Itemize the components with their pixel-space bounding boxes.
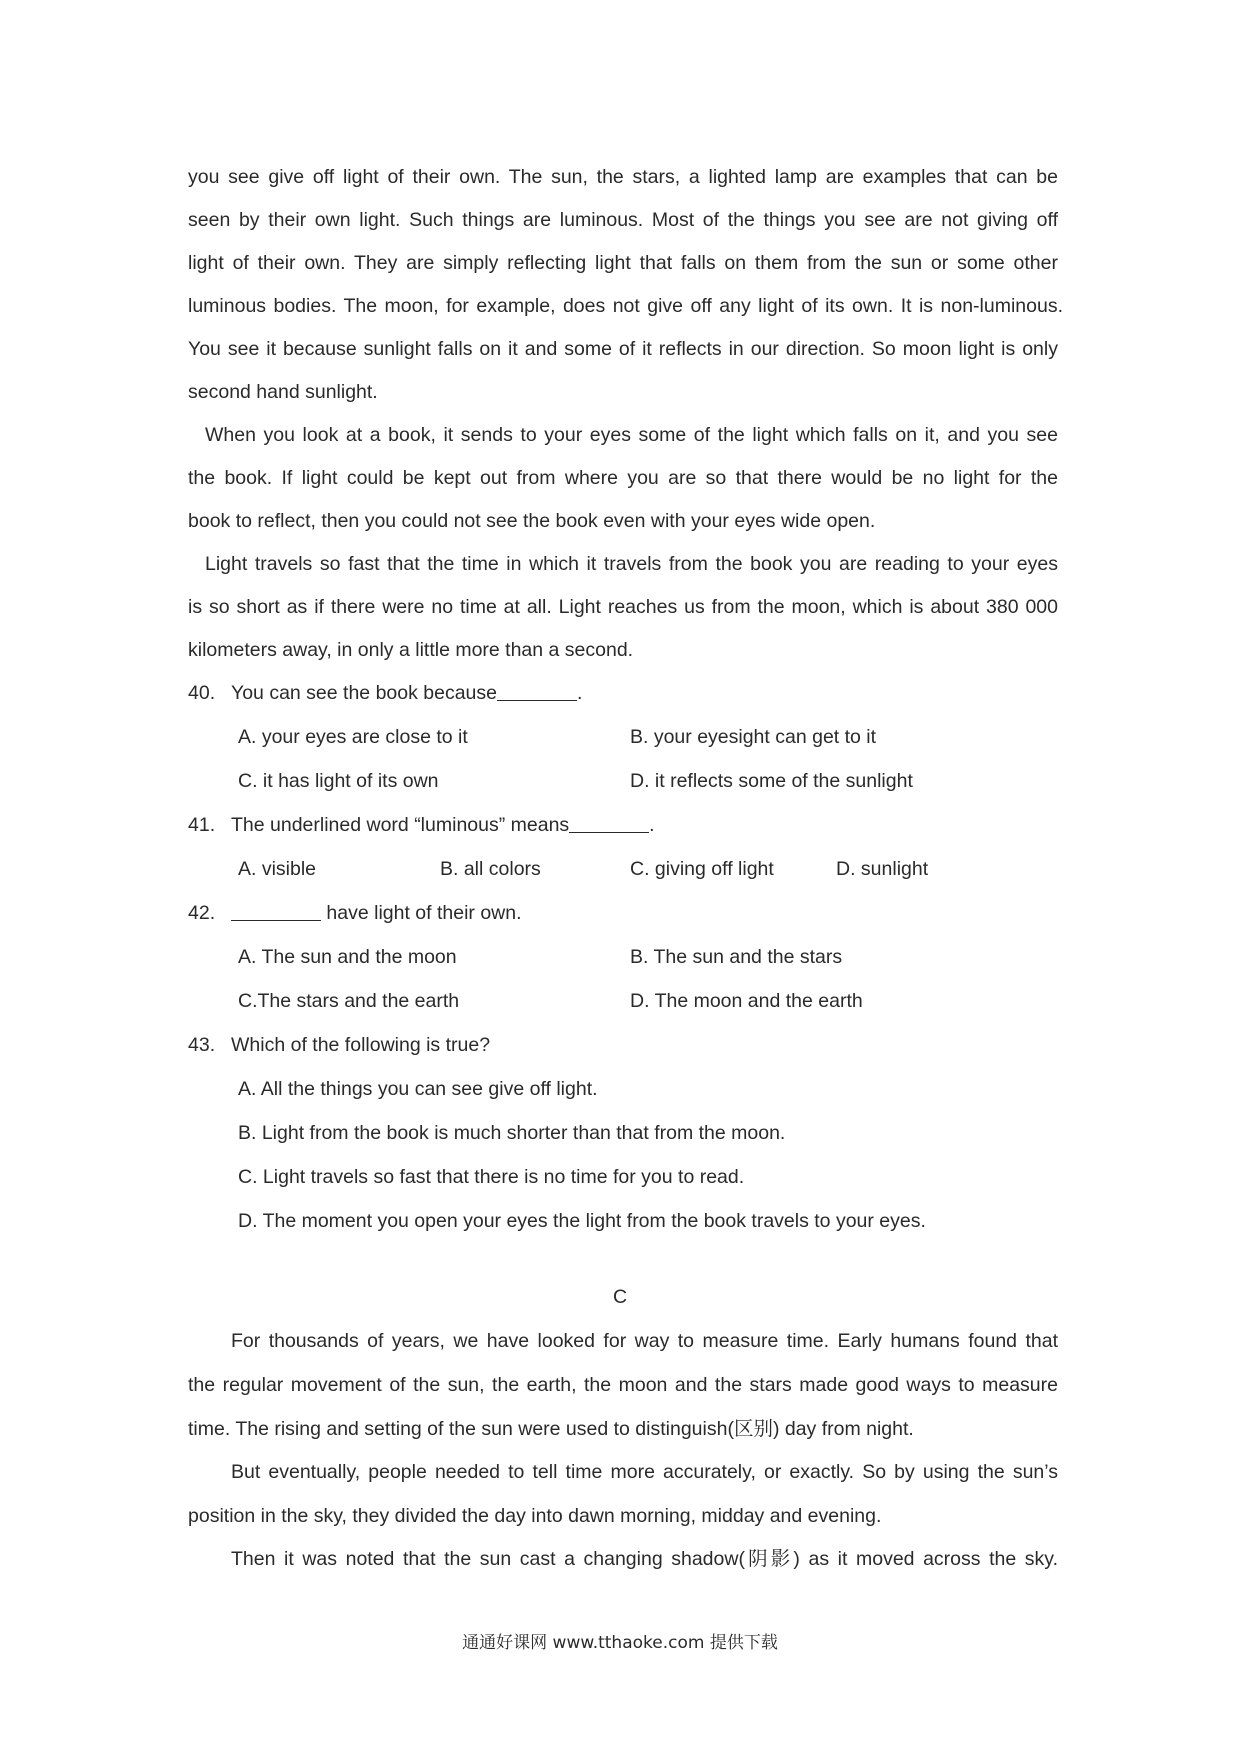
passage-line: [0, 1364, 1240, 1407]
question-stem: [0, 672, 1240, 715]
passage-line: [0, 543, 1240, 586]
option-row: [0, 980, 1240, 1023]
passage-text: Light travels so fast that the time in which it travels from the book you are reading to your eyes: [205, 553, 1058, 575]
passage-line: [0, 457, 1240, 500]
option-a: A. The sun and the moon: [238, 946, 457, 968]
passage-line: [0, 199, 1240, 242]
option-row: [0, 760, 1240, 803]
option-d: D. The moment you open your eyes the light from the book travels to your eyes.: [238, 1210, 926, 1232]
option-b: B. Light from the book is much shorter than that from the moon.: [238, 1122, 786, 1144]
footer-text: 通通好课网 www.tthaoke.com 提供下载: [462, 1633, 778, 1653]
answer-blank: [231, 892, 321, 921]
question-stem: [0, 892, 1240, 935]
passage-text: But eventually, people needed to tell time more accurately, or exactly. So by using the sun’s: [231, 1461, 1058, 1483]
passage-text: the regular movement of the sun, the earth, the moon and the stars made good ways to measure: [188, 1374, 1058, 1396]
passage-text: You see it because sunlight falls on it and some of it reflects in our direction. So moon light is only: [188, 338, 1058, 360]
option-a: A. your eyes are close to it: [238, 726, 468, 748]
option-d: D. it reflects some of the sunlight: [630, 770, 913, 792]
passage-text: luminous bodies. The moon, for example, does not give off any light of its own. It is non-luminous.: [188, 295, 1063, 317]
passage-line: [0, 586, 1240, 629]
question-text: The underlined word “luminous” means .: [231, 804, 655, 847]
question-text: Which of the following is true?: [231, 1034, 491, 1056]
passage-text: Then it was noted that the sun cast a changing shadow(阴影) as it moved across the sky.: [231, 1548, 1058, 1570]
passage-line: [0, 371, 1240, 414]
passage-line: [0, 629, 1240, 672]
option-row: [0, 936, 1240, 979]
passage-text: kilometers away, in only a little more than a second.: [188, 639, 634, 661]
option-c: C. giving off light: [630, 858, 774, 880]
option-row: [0, 1068, 1240, 1111]
option-b: B. The sun and the stars: [630, 946, 843, 968]
passage-text: is so short as if there were no time at all. Light reaches us from the moon, which is about 380 000: [188, 596, 1058, 618]
passage-line: [0, 242, 1240, 285]
option-b: B. your eyesight can get to it: [630, 726, 877, 748]
option-d: D. The moon and the earth: [630, 990, 863, 1012]
page-footer: [0, 1622, 1240, 1665]
option-b: B. all colors: [440, 858, 541, 880]
passage-line: [0, 285, 1240, 328]
option-a: A. visible: [238, 858, 317, 880]
question-stem: [0, 1024, 1240, 1067]
passage-line: [0, 1320, 1240, 1363]
passage-text: When you look at a book, it sends to your eyes some of the light which falls on it, and you see: [205, 424, 1058, 446]
option-row: [0, 1112, 1240, 1155]
option-row: [0, 1156, 1240, 1199]
option-c: C. it has light of its own: [238, 770, 439, 792]
option-row: [0, 848, 1240, 891]
passage-line: [0, 156, 1240, 199]
answer-blank: [569, 804, 649, 833]
passage-text: For thousands of years, we have looked for way to measure time. Early humans found that: [231, 1330, 1058, 1352]
passage-line: [0, 414, 1240, 457]
passage-line: [0, 500, 1240, 543]
option-row: [0, 716, 1240, 759]
passage-text: the book. If light could be kept out from where you are so that there would be no light for the: [188, 467, 1058, 489]
passage-text: seen by their own light. Such things are luminous. Most of the things you see are not giving off: [188, 209, 1058, 231]
option-c: C. Light travels so fast that there is no time for you to read.: [238, 1166, 745, 1188]
question-number: 40.: [188, 682, 216, 704]
passage-text: you see give off light of their own. The sun, the stars, a lighted lamp are examples that can be: [188, 166, 1058, 188]
passage-line: [0, 1538, 1240, 1581]
answer-blank: [497, 672, 577, 701]
passage-text: time. The rising and setting of the sun were used to distinguish(区别) day from night.: [188, 1418, 914, 1440]
question-text: have light of their own.: [231, 892, 522, 935]
question-number: 41.: [188, 814, 216, 836]
question-number: 43.: [188, 1034, 216, 1056]
passage-line: [0, 1451, 1240, 1494]
option-c: C.The stars and the earth: [238, 990, 460, 1012]
option-row: [0, 1200, 1240, 1243]
passage-text: position in the sky, they divided the day into dawn morning, midday and evening.: [188, 1505, 882, 1527]
option-d: D. sunlight: [836, 858, 929, 880]
passage-line: [0, 328, 1240, 371]
passage-line: [0, 1408, 1240, 1451]
question-stem: [0, 804, 1240, 847]
passage-line: [0, 1495, 1240, 1538]
passage-text: second hand sunlight.: [188, 381, 378, 403]
question-number: 42.: [188, 902, 216, 924]
question-text: You can see the book because .: [231, 672, 582, 715]
option-a: A. All the things you can see give off light.: [238, 1078, 598, 1100]
passage-text: book to reflect, then you could not see the book even with your eyes wide open.: [188, 510, 876, 532]
passage-text: light of their own. They are simply reflecting light that falls on them from the sun or some other: [188, 252, 1058, 274]
section-heading-row: [0, 1276, 1240, 1319]
section-heading: C: [612, 1286, 628, 1308]
